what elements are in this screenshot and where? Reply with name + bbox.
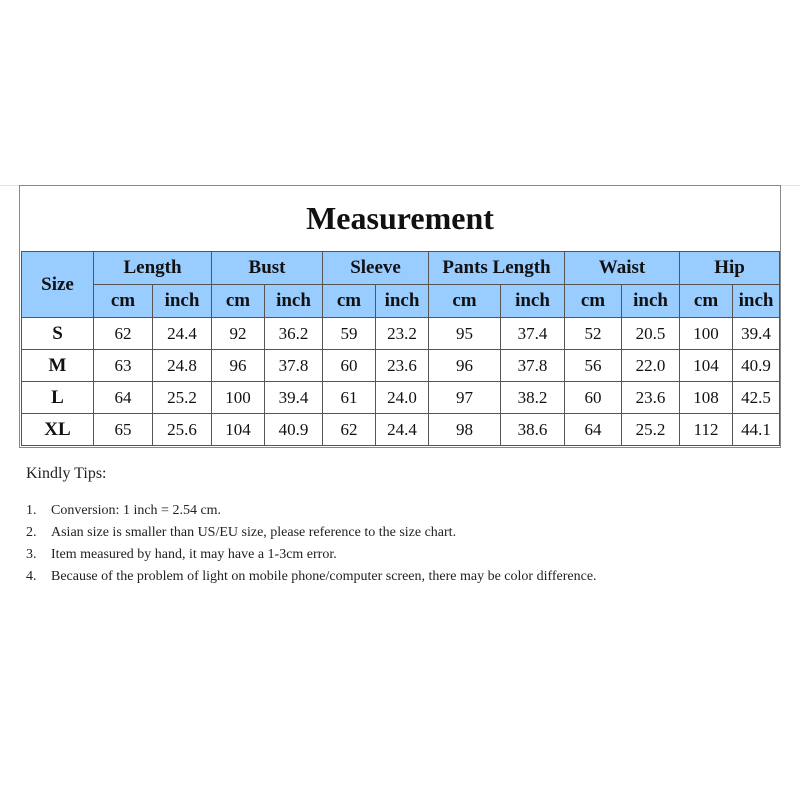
value-cell: 38.2 bbox=[501, 382, 565, 414]
value-cell: 44.1 bbox=[733, 414, 780, 446]
tip-number: 1. bbox=[26, 503, 37, 518]
value-cell: 62 bbox=[94, 318, 153, 350]
value-cell: 60 bbox=[323, 350, 376, 382]
value-cell: 100 bbox=[212, 382, 265, 414]
value-cell: 63 bbox=[94, 350, 153, 382]
value-cell: 36.2 bbox=[265, 318, 323, 350]
value-cell: 25.2 bbox=[622, 414, 680, 446]
value-cell: 104 bbox=[680, 350, 733, 382]
tip-number: 3. bbox=[26, 547, 37, 562]
tip-item bbox=[26, 522, 626, 544]
value-cell: 25.2 bbox=[153, 382, 212, 414]
value-cell: 64 bbox=[94, 382, 153, 414]
size-cell: S bbox=[22, 318, 94, 350]
value-cell: 40.9 bbox=[265, 414, 323, 446]
table-row bbox=[22, 318, 780, 350]
unit-header-cm: cm bbox=[94, 285, 153, 318]
value-cell: 38.6 bbox=[501, 414, 565, 446]
unit-header-inch: inch bbox=[733, 285, 780, 318]
value-cell: 96 bbox=[429, 350, 501, 382]
value-cell: 95 bbox=[429, 318, 501, 350]
value-cell: 25.6 bbox=[153, 414, 212, 446]
value-cell: 61 bbox=[323, 382, 376, 414]
unit-header-inch: inch bbox=[501, 285, 565, 318]
unit-header-cm: cm bbox=[565, 285, 622, 318]
value-cell: 52 bbox=[565, 318, 622, 350]
size-header: Size bbox=[22, 252, 94, 318]
value-cell: 62 bbox=[323, 414, 376, 446]
unit-header-inch: inch bbox=[376, 285, 429, 318]
value-cell: 24.4 bbox=[153, 318, 212, 350]
value-cell: 96 bbox=[212, 350, 265, 382]
value-cell: 23.6 bbox=[376, 350, 429, 382]
value-cell: 64 bbox=[565, 414, 622, 446]
value-cell: 98 bbox=[429, 414, 501, 446]
value-cell: 24.8 bbox=[153, 350, 212, 382]
table-row bbox=[22, 382, 780, 414]
value-cell: 56 bbox=[565, 350, 622, 382]
unit-header-cm: cm bbox=[212, 285, 265, 318]
unit-header-inch: inch bbox=[265, 285, 323, 318]
tip-item bbox=[26, 500, 626, 522]
value-cell: 24.4 bbox=[376, 414, 429, 446]
kindly-tips bbox=[26, 465, 626, 588]
tip-text: Asian size is smaller than US/EU size, please reference to the size chart. bbox=[51, 525, 457, 540]
value-cell: 24.0 bbox=[376, 382, 429, 414]
value-cell: 92 bbox=[212, 318, 265, 350]
size-cell: M bbox=[22, 350, 94, 382]
header-length: Length bbox=[94, 252, 212, 285]
header-sleeve: Sleeve bbox=[323, 252, 429, 285]
header-pants-length: Pants Length bbox=[429, 252, 565, 285]
page-title: Measurement bbox=[306, 200, 494, 236]
value-cell: 39.4 bbox=[733, 318, 780, 350]
value-cell: 100 bbox=[680, 318, 733, 350]
table-row bbox=[22, 414, 780, 446]
value-cell: 39.4 bbox=[265, 382, 323, 414]
unit-header-cm: cm bbox=[323, 285, 376, 318]
tip-text: Item measured by hand, it may have a 1-3cm error. bbox=[51, 547, 337, 562]
unit-header-cm: cm bbox=[429, 285, 501, 318]
value-cell: 37.8 bbox=[501, 350, 565, 382]
value-cell: 97 bbox=[429, 382, 501, 414]
value-cell: 23.2 bbox=[376, 318, 429, 350]
value-cell: 40.9 bbox=[733, 350, 780, 382]
value-cell: 60 bbox=[565, 382, 622, 414]
tip-number: 2. bbox=[26, 525, 37, 540]
tip-text: Because of the problem of light on mobile phone/computer screen, there may be color difference. bbox=[51, 569, 597, 584]
value-cell: 59 bbox=[323, 318, 376, 350]
table-row bbox=[22, 350, 780, 382]
value-cell: 104 bbox=[212, 414, 265, 446]
value-cell: 108 bbox=[680, 382, 733, 414]
value-cell: 20.5 bbox=[622, 318, 680, 350]
value-cell: 22.0 bbox=[622, 350, 680, 382]
size-cell: L bbox=[22, 382, 94, 414]
header-waist: Waist bbox=[565, 252, 680, 285]
size-cell: XL bbox=[22, 414, 94, 446]
value-cell: 42.5 bbox=[733, 382, 780, 414]
tip-item bbox=[26, 566, 626, 588]
value-cell: 65 bbox=[94, 414, 153, 446]
unit-header-inch: inch bbox=[622, 285, 680, 318]
tips-list bbox=[26, 500, 626, 588]
value-cell: 112 bbox=[680, 414, 733, 446]
value-cell: 37.8 bbox=[265, 350, 323, 382]
unit-header-inch: inch bbox=[153, 285, 212, 318]
tip-number: 4. bbox=[26, 569, 37, 584]
size-chart-table bbox=[21, 251, 780, 446]
unit-header-cm: cm bbox=[680, 285, 733, 318]
header-bust: Bust bbox=[212, 252, 323, 285]
value-cell: 23.6 bbox=[622, 382, 680, 414]
tip-item bbox=[26, 544, 626, 566]
value-cell: 37.4 bbox=[501, 318, 565, 350]
tip-text: Conversion: 1 inch = 2.54 cm. bbox=[51, 503, 222, 518]
tips-title: Kindly Tips: bbox=[26, 465, 107, 482]
header-hip: Hip bbox=[680, 252, 780, 285]
